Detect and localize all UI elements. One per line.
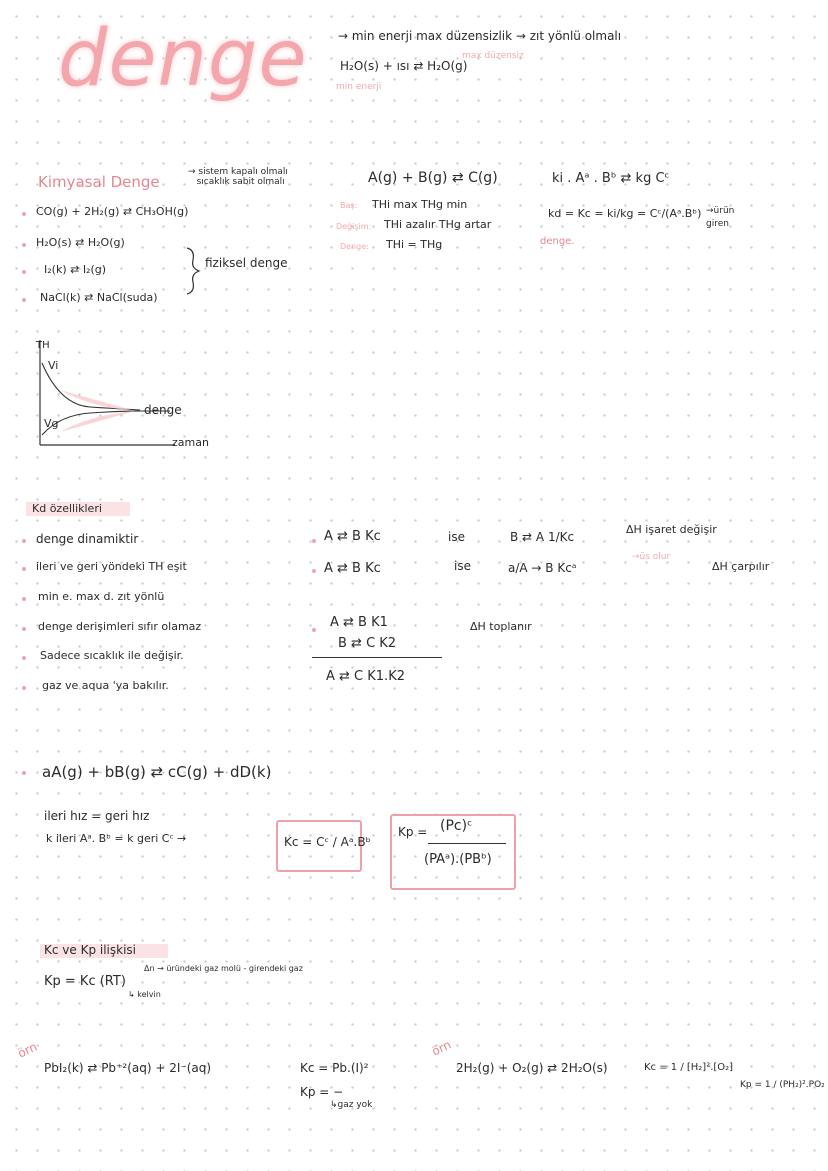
page-title: denge	[58, 14, 308, 104]
rule-1d: ΔH işaret değişir	[626, 523, 717, 536]
kimyasal-item-2: H₂O(s) ⇄ H₂O(g)	[36, 236, 125, 249]
kimyasal-item-1: CO(g) + 2H₂(g) ⇄ CH₃OH(g)	[36, 205, 189, 218]
general-line-2: k ileri Aᵃ. Bᵇ = k geri Cᶜ →	[46, 832, 187, 845]
graph-vg: Vg	[44, 417, 59, 430]
rule-2a: A ⇄ B Kc	[324, 561, 381, 576]
kd-giren: giren	[706, 219, 729, 229]
kc-formula: Kc = Cᶜ / Aᵃ.Bᵇ	[284, 835, 371, 849]
kd-urun: →ürün	[706, 206, 735, 216]
kp-num: (Pc)ᶜ	[440, 818, 473, 834]
rate-tag-1: Baş:	[340, 201, 358, 210]
relation-kelvin: ↳ kelvin	[128, 990, 161, 999]
ozellik-item-6: gaz ve aqua 'ya bakılır.	[42, 679, 169, 692]
rate-row-3: THi = THg	[386, 238, 443, 251]
fiziksel-denge: fiziksel denge	[205, 256, 288, 270]
rule-2c: a/A → B Kcᵃ	[508, 561, 577, 575]
kp-lhs: Kp =	[398, 825, 428, 839]
rule-3d: ΔH toplanır	[470, 620, 532, 633]
example-2-label: örn	[429, 1037, 454, 1059]
bullet	[312, 539, 316, 543]
example-1-reaction: PbI₂(k) ⇄ Pb⁺²(aq) + 2I⁻(aq)	[44, 1061, 212, 1075]
ozellik-heading: Kd özellikleri	[32, 502, 102, 515]
graph-ylabel: TH	[36, 340, 50, 351]
kd-line-1: ki . Aᵃ . Bᵇ ⇄ kg Cᶜ	[552, 171, 670, 186]
graph-zaman: zaman	[172, 436, 209, 449]
example-1-note: ↳gaz yok	[330, 1100, 373, 1110]
example-1-kc: Kc = Pb.(I)²	[300, 1061, 369, 1075]
graph-denge: denge	[144, 403, 182, 417]
kd-denge: denge.	[540, 236, 575, 247]
ozellik-item-2: ileri ve geri yöndeki TH eşit	[36, 560, 187, 573]
rule-3c: A ⇄ C K1.K2	[326, 669, 405, 684]
bullet	[22, 597, 26, 601]
sum-line	[312, 657, 442, 658]
bullet	[22, 243, 26, 247]
ozellik-item-3: min e. max d. zıt yönlü	[38, 590, 165, 603]
rule-2b: ise	[454, 559, 471, 573]
bullet	[22, 298, 26, 302]
bullet	[22, 627, 26, 631]
kp-fraction-line	[428, 843, 506, 844]
rate-row-1: THi max THg min	[372, 198, 468, 211]
rule-2-note: →üs olur	[632, 552, 671, 562]
example-2-kp: Kp = 1 / (PH₂)².PO₂	[740, 1080, 825, 1090]
top-note: → min enerji max düzensizlik → zıt yönlü olmalı	[338, 29, 622, 43]
rate-tag-3: Denge:	[340, 242, 369, 251]
rule-3a: A ⇄ B K1	[330, 615, 388, 630]
ozellik-item-1: denge dinamiktir	[36, 532, 139, 546]
rule-1c: B ⇄ A 1/Kc	[510, 530, 575, 544]
bullet	[312, 628, 316, 632]
ozellik-item-5: Sadece sıcaklık ile değişir.	[40, 649, 184, 662]
curly-brace	[183, 246, 203, 296]
example-1-kp: Kp = −	[300, 1085, 344, 1099]
relation-heading: Kc ve Kp ilişkisi	[44, 943, 137, 957]
kimyasal-heading: Kimyasal Denge	[38, 173, 160, 191]
top-reaction: H₂O(s) + ısı ⇄ H₂O(g)	[340, 59, 468, 73]
bullet	[22, 771, 26, 775]
bullet	[22, 686, 26, 690]
bullet	[22, 567, 26, 571]
kimyasal-item-4: NaCl(k) ⇄ NaCl(suda)	[40, 291, 158, 304]
rate-row-2: THi azalır THg artar	[384, 218, 492, 231]
relation-formula: Kp = Kc (RT)	[44, 974, 126, 989]
bullet	[22, 270, 26, 274]
rule-2d: ΔH çarpılır	[712, 560, 770, 573]
bullet	[22, 656, 26, 660]
bullet	[22, 212, 26, 216]
general-reaction: aA(g) + bB(g) ⇄ cC(g) + dD(k)	[42, 763, 272, 781]
max-note: max düzensiz	[462, 51, 524, 61]
rule-3b: B ⇄ C K2	[338, 636, 397, 651]
rule-1b: ise	[448, 530, 465, 544]
example-2-kc: Kc = 1 / [H₂]².[O₂]	[644, 1062, 734, 1073]
relation-exp: Δn → üründeki gaz molü - girendeki gaz	[144, 964, 303, 973]
bullet	[22, 539, 26, 543]
kd-line-2: kd = Kc = ki/kg = Cᶜ/(Aᵃ.Bᵇ)	[548, 207, 702, 220]
graph-vi: Vi	[48, 359, 59, 372]
min-note: min enerji	[336, 82, 382, 92]
kimyasal-item-3: I₂(k) ⇄ I₂(g)	[44, 263, 107, 276]
example-2-reaction: 2H₂(g) + O₂(g) ⇄ 2H₂O(s)	[456, 1061, 608, 1075]
rule-1a: A ⇄ B Kc	[324, 529, 381, 544]
rate-tag-2: Değişim:	[336, 222, 372, 231]
general-line-1: ileri hız = geri hız	[44, 809, 150, 823]
ozellik-item-4: denge derişimleri sıfır olamaz	[38, 620, 202, 633]
kp-den: (PAᵃ).(PBᵇ)	[424, 852, 492, 867]
bullet	[312, 569, 316, 573]
example-1-label: örn	[15, 1039, 40, 1061]
kimyasal-conditions: → sistem kapalı olmalı sıcaklık sabit olmalı	[188, 167, 288, 188]
rate-reaction: A(g) + B(g) ⇄ C(g)	[368, 170, 498, 186]
